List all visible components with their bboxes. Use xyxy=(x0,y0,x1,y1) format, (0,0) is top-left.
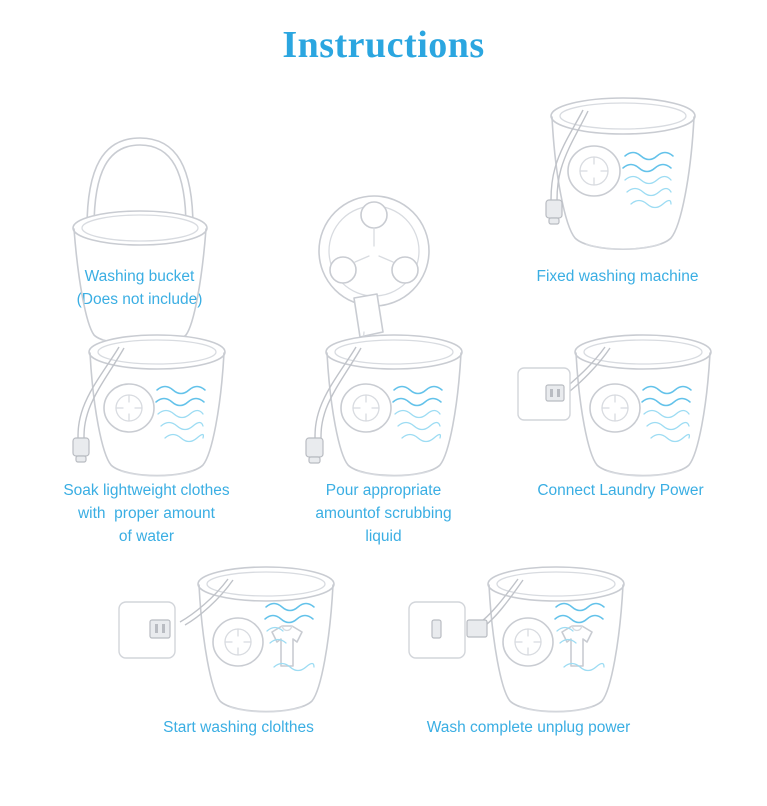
step-washing-bucket xyxy=(45,76,235,312)
suction-cup-icon xyxy=(279,76,469,261)
caption-start-washing-clothes: Start washing clolthes xyxy=(163,719,314,737)
steps-row-2 xyxy=(0,330,767,549)
step-magic-sucker xyxy=(279,76,469,288)
bucket-icon xyxy=(45,76,235,261)
caption-soak-lightweight-clothes: Soak lightweight clothes with proper amount of water xyxy=(63,481,230,545)
caption-pour-scrubbing-liquid: Pour appropriate amountof scrubbing liquid xyxy=(315,481,452,545)
step-start-washing-clothes xyxy=(114,562,364,739)
step-soak-lightweight-clothes xyxy=(39,330,254,549)
caption-washing-bucket: Washing bucket (Does not include) xyxy=(76,268,203,309)
socket-unplugged-icon xyxy=(404,562,654,712)
step-connect-laundry-power xyxy=(513,330,728,502)
bucket-with-water-icon xyxy=(39,330,254,475)
step-fixed-washing-machine xyxy=(513,76,723,288)
steps-row-1 xyxy=(0,76,767,312)
caption-fixed-washing-machine: Fixed washing machine xyxy=(536,268,699,285)
steps-row-3 xyxy=(0,562,767,739)
caption-wash-complete-unplug-power: Wash complete unplug power xyxy=(426,719,631,737)
page-title: Instructions xyxy=(282,24,485,66)
wall-socket-icon xyxy=(513,330,728,475)
caption-connect-laundry-power: Connect Laundry Power xyxy=(537,481,704,499)
detergent-pour-icon xyxy=(276,330,491,475)
bucket-with-device-icon xyxy=(513,76,723,261)
socket-plugged-icon xyxy=(114,562,364,712)
step-wash-complete-unplug-power xyxy=(404,562,654,739)
step-pour-scrubbing-liquid xyxy=(276,330,491,549)
